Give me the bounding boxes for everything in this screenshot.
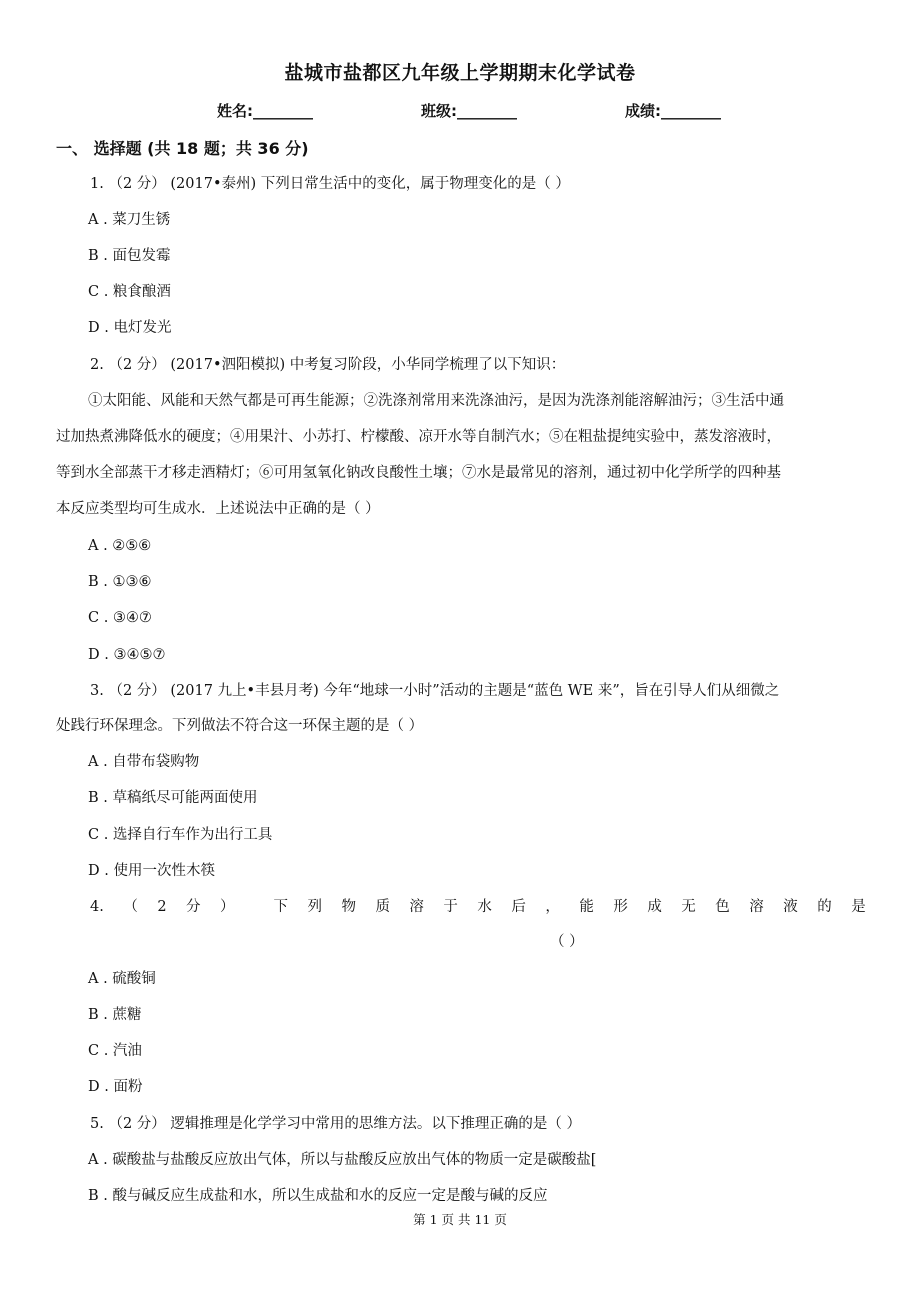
page-title: 盐城市盐都区九年级上学期期末化学试卷 [284,62,636,84]
question-4-stem-token: ） [220,899,235,915]
question-4-stem-token: ， [545,899,560,915]
question-1-stem: 1. （2 分） (2017•泰州) 下列日常生活中的变化，属于物理变化的是（ ） [90,176,570,192]
question-4-stem-token: 水 [477,899,492,915]
question-4-stem-token: 的 [817,899,832,915]
class-field-label: 班级:________ [421,102,517,120]
question-4-stem [90,897,866,917]
question-4-stem-token: 下 [273,899,288,915]
question-4-stem-token: 是 [851,899,866,915]
question-4-stem-token: 质 [375,899,390,915]
question-2-stem: 2. （2 分） (2017•泗阳模拟) 中考复习阶段，小华同学梳理了以下知识： [90,357,566,373]
question-3-option-c: C . 选择自行车作为出行工具 [88,827,273,843]
question-2-body-line-2: 过加热煮沸降低水的硬度；④用果汁、小苏打、柠檬酸、凉开水等自制汽水；⑤在粗盐提纯实验中，蒸发溶液时， [56,429,781,445]
question-4-stem-token: 于 [443,899,458,915]
question-4-stem-token: （ [123,899,138,915]
question-2-option-c: C . ③④⑦ [88,610,152,626]
score-field-label: 成绩:________ [625,102,721,120]
question-4-stem-token: 溶 [749,899,764,915]
question-1-option-d: D . 电灯发光 [88,320,172,336]
question-2-body-line-4: 本反应类型均可生成水．上述说法中正确的是（ ） [56,501,380,517]
question-4-option-c: C . 汽油 [88,1043,142,1059]
question-1-option-a: A . 菜刀生锈 [88,212,171,228]
question-4-answer-blank: （ ） [550,934,584,950]
question-3-option-d: D . 使用一次性木筷 [88,863,215,879]
question-4-stem-token: 4. [90,899,104,915]
question-2-option-b: B . ①③⑥ [88,574,152,590]
question-3-stem-line-2: 处践行环保理念。下列做法不符合这一环保主题的是（ ） [56,718,424,734]
question-5-option-b: B . 酸与碱反应生成盐和水，所以生成盐和水的反应一定是酸与碱的反应 [88,1188,548,1204]
question-2-option-d: D . ③④⑤⑦ [88,647,166,663]
question-4-stem-token: 溶 [409,899,424,915]
question-4-option-b: B . 蔗糖 [88,1007,142,1023]
question-2-body-line-3: 等到水全部蒸干才移走酒精灯；⑥可用氢氧化钠改良酸性土壤；⑦水是最常见的溶剂，通过初中化学所学的四种基 [56,465,781,481]
page-footer: 第 1 页 共 11 页 [413,1212,507,1227]
question-2-option-a: A . ②⑤⑥ [88,538,152,554]
question-5-stem: 5. （2 分） 逻辑推理是化学学习中常用的思维方法。以下推理正确的是（ ） [90,1116,581,1132]
question-4-stem-token: 液 [783,899,798,915]
question-4-stem-token: 分 [186,899,201,915]
question-4-stem-token: 列 [307,899,322,915]
question-4-stem-token: 形 [613,899,628,915]
section-heading: 一、 选择题 (共 18 题；共 36 分) [56,139,309,158]
question-4-stem-token: 无 [681,899,696,915]
name-field-label: 姓名:________ [217,102,313,120]
question-2-body-line-1: ①太阳能、风能和天然气都是可再生能源；②洗涤剂常用来洗涤油污，是因为洗涤剂能溶解油污；③生活中通 [88,393,784,409]
question-4-stem-token: 色 [715,899,730,915]
question-4-option-d: D . 面粉 [88,1079,143,1095]
question-4-option-a: A . 硫酸铜 [88,971,156,987]
question-3-option-b: B . 草稿纸尽可能两面使用 [88,790,258,806]
question-4-stem-token: 成 [647,899,662,915]
question-3-option-a: A . 自带布袋购物 [88,754,200,770]
question-4-stem-token: 2 [157,899,167,915]
question-1-option-c: C . 粮食酿酒 [88,284,171,300]
question-1-option-b: B . 面包发霉 [88,248,171,264]
question-4-stem-token: 能 [579,899,594,915]
question-5-option-a: A . 碳酸盐与盐酸反应放出气体，所以与盐酸反应放出气体的物质一定是碳酸盐[ [88,1152,597,1168]
student-info-row [0,100,920,122]
question-3-stem-line-1: 3. （2 分） (2017 九上•丰县月考) 今年“地球一小时”活动的主题是“蓝色 WE 来”，旨在引导人们从细微之 [90,683,780,699]
question-4-stem-token: 后 [511,899,526,915]
question-4-stem-token: 物 [341,899,356,915]
